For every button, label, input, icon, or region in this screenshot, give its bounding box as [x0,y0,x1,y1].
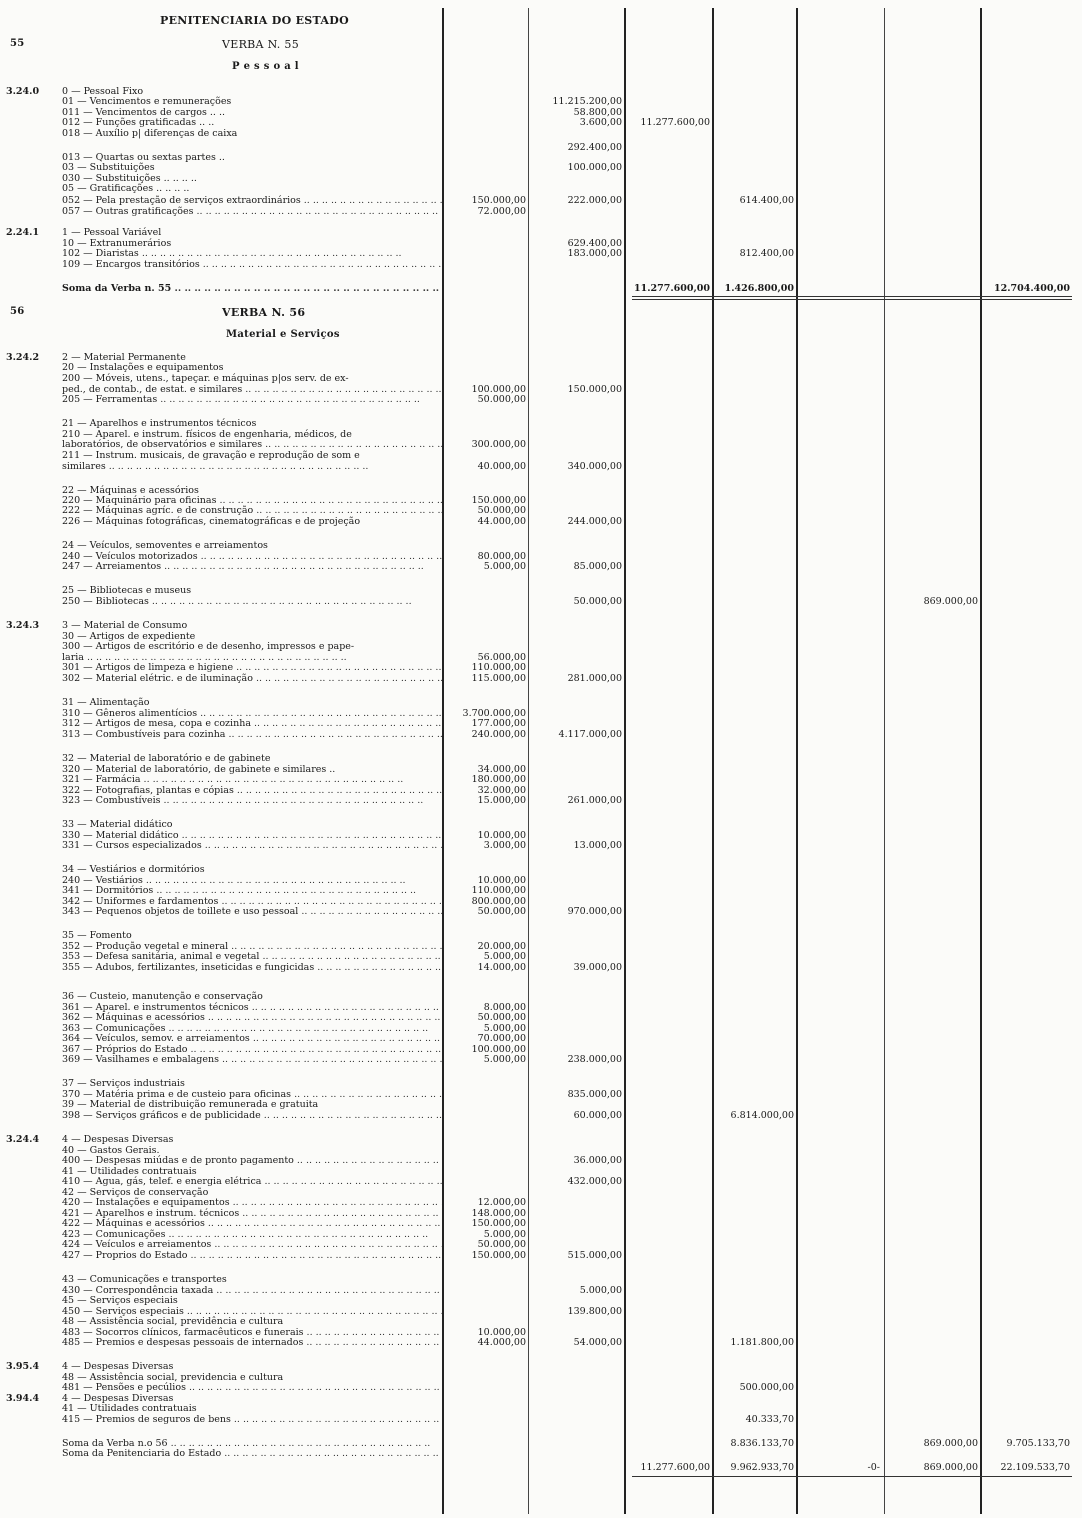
table-row [0,906,1082,917]
table-row [0,1382,1082,1393]
table-row [0,1462,1082,1473]
item-description: 240 — Veículos motorizados .. .. [62,551,442,562]
amount-cell: 40.333,70 [745,1414,794,1425]
amount-cell: 115.000,00 [471,673,526,684]
table-row [0,117,1082,128]
table-row [0,951,1082,962]
amount-cell: -0- [867,1462,880,1473]
table-row [0,596,1082,607]
item-description: 352 — Produção vegetal e mineral .. .. [62,941,442,952]
item-description: 37 — Serviços industriais [62,1078,185,1089]
table-row [0,1054,1082,1065]
amount-cell: 238.000,00 [567,1054,622,1065]
item-description: 331 — Cursos especializados .. .. [62,840,442,851]
amount-cell: 1.181.800,00 [730,1337,794,1348]
table-row [0,641,1082,652]
amount-cell: 6.814.000,00 [730,1110,794,1121]
item-description: 367 — Próprios do Estado .. .. [62,1044,442,1055]
item-description: 030 — Substituições .. .. .. .. [62,173,197,184]
item-description: 32 — Material de laboratório e de gabinete [62,753,271,764]
table-row [0,1078,1082,1089]
amount-cell: 44.000,00 [477,516,526,527]
item-description: 301 — Artigos de limpeza e higiene .. .. [62,662,442,673]
item-description: 3 — Material de Consumo [62,620,188,631]
table-row [0,774,1082,785]
amount-cell: 1.426.800,00 [724,283,794,294]
table-row [0,362,1082,373]
amount-cell: 222.000,00 [567,195,622,206]
table-row [0,1134,1082,1145]
table-row [0,505,1082,516]
verba-55-heading: VERBA N. 55 [222,38,299,51]
table-row [0,673,1082,684]
table-row [0,259,1082,270]
amount-cell: 244.000,00 [567,516,622,527]
item-description: 20 — Instalações e equipamentos [62,362,224,373]
amount-cell: 5.000,00 [483,1229,526,1240]
item-description: 4 — Despesas Diversas [62,1134,174,1145]
table-row [0,283,1082,294]
amount-cell: 812.400,00 [739,248,794,259]
amount-cell: 50.000,00 [477,1239,526,1250]
table-row [0,1033,1082,1044]
table-row [0,1099,1082,1110]
amount-cell: 11.215.200,00 [552,96,622,107]
table-row [0,516,1082,527]
item-description: 341 — Dormitórios .. .. [62,885,442,896]
table-row [0,540,1082,551]
table-row [0,718,1082,729]
amount-cell: 11.277.600,00 [640,1462,710,1473]
amount-cell: 800.000,00 [471,896,526,907]
item-description: 211 — Instrum. musicais, de gravação e reprodução de som e [62,450,360,461]
amount-cell: 240.000,00 [471,729,526,740]
item-description: 250 — Bibliotecas .. .. [62,596,442,607]
item-description: 420 — Instalações e equipamentos .. .. [62,1197,442,1208]
item-description: 21 — Aparelhos e instrumentos técnicos [62,418,257,429]
item-description: 1 — Pessoal Variável [62,227,162,238]
table-row [0,991,1082,1002]
amount-cell: 40.000,00 [477,461,526,472]
amount-cell: 22.109.533,70 [1000,1462,1070,1473]
item-description: 013 — Quartas ou sextas partes .. [62,152,225,163]
table-row [0,840,1082,851]
table-row [0,1403,1082,1414]
amount-cell: 9.705.133,70 [1006,1438,1070,1449]
table-row [0,697,1082,708]
amount-cell: 150.000,00 [567,384,622,395]
table-row [0,1012,1082,1023]
item-description: 052 — Pela prestação de serviços extraordinários .. .. [62,195,442,206]
item-description: 45 — Serviços especiais [62,1295,178,1306]
table-row [0,729,1082,740]
amount-cell: 32.000,00 [477,785,526,796]
amount-cell: 5.000,00 [483,1023,526,1034]
item-description: 321 — Farmácia .. .. [62,774,442,785]
amount-cell: 34.000,00 [477,764,526,775]
amount-cell: 8.836.133,70 [730,1438,794,1449]
amount-cell: 5.000,00 [483,951,526,962]
item-description: 312 — Artigos de mesa, copa e cozinha .. .. [62,718,442,729]
amount-cell: 148.000,00 [471,1208,526,1219]
item-description: 483 — Socorros clínicos, farmacêuticos e funerais .. .. [62,1327,442,1338]
amount-cell: 10.000,00 [477,830,526,841]
item-description: 40 — Gastos Gerais. [62,1145,160,1156]
table-row [0,662,1082,673]
item-description: 0 — Pessoal Fixo [62,86,144,97]
item-description: 427 — Proprios do Estado .. .. [62,1250,442,1261]
item-description: 343 — Pequenos objetos de toillete e uso pessoal .. .. [62,906,442,917]
item-description: 369 — Vasilhames e embalagens .. .. [62,1054,442,1065]
item-description: 222 — Máquinas agríc. e de construção .. .. [62,505,442,516]
amount-cell: 8.000,00 [483,1002,526,1013]
table-row [0,1239,1082,1250]
amount-cell: 5.000,00 [579,1285,622,1296]
item-description: 313 — Combustíveis para cozinha .. .. [62,729,442,740]
amount-cell: 515.000,00 [567,1250,622,1261]
verba-56-heading: VERBA N. 56 [222,306,306,319]
item-description: 34 — Vestiários e dormitórios [62,864,205,875]
table-row [0,450,1082,461]
item-description: 481 — Pensões e pecúlios .. .. [62,1382,442,1393]
item-description: 012 — Funções gratificadas .. .. [62,117,215,128]
item-description: 363 — Comunicações .. .. [62,1023,442,1034]
item-description: 43 — Comunicações e transportes [62,1274,227,1285]
amount-cell: 85.000,00 [573,561,622,572]
table-row [0,227,1082,238]
account-code: 2.24.1 [6,227,40,238]
page-title: PENITENCIARIA DO ESTADO [160,14,349,27]
account-code: 3.24.3 [6,620,40,631]
table-row [0,461,1082,472]
item-description: 322 — Fotografias, plantas e cópias .. .. [62,785,442,796]
amount-cell: 432.000,00 [567,1176,622,1187]
item-description: 10 — Extranumerários [62,238,172,249]
item-description: 310 — Gêneros alimentícios .. .. [62,708,442,719]
table-row [0,248,1082,259]
item-description: 35 — Fomento [62,930,132,941]
table-row [0,439,1082,450]
amount-cell: 3.600,00 [579,117,622,128]
table-row [0,1337,1082,1348]
table-row [0,620,1082,631]
amount-cell: 139.800,00 [567,1306,622,1317]
table-row [0,418,1082,429]
item-description: 03 — Substituições [62,162,155,173]
amount-cell: 80.000,00 [477,551,526,562]
item-description: 421 — Aparelhos e instrum. técnicos .. .. [62,1208,442,1219]
amount-cell: 970.000,00 [567,906,622,917]
item-description: 226 — Máquinas fotográficas, cinematográficas e de projeção [62,516,361,527]
table-row [0,795,1082,806]
item-description: 31 — Alimentação [62,697,150,708]
section-number-55: 55 [10,38,25,49]
table-row [0,195,1082,206]
amount-cell: 500.000,00 [739,1382,794,1393]
amount-cell: 50.000,00 [477,906,526,917]
amount-cell: 5.000,00 [483,561,526,572]
amount-cell: 56.000,00 [477,652,526,663]
account-code: 3.95.4 [6,1361,40,1372]
amount-cell: 20.000,00 [477,941,526,952]
item-description: 01 — Vencimentos e remunerações [62,96,232,107]
amount-cell: 150.000,00 [471,495,526,506]
amount-cell: 150.000,00 [471,195,526,206]
amount-cell: 50.000,00 [477,1012,526,1023]
table-row [0,1316,1082,1327]
section-number-56: 56 [10,306,25,317]
table-row [0,1155,1082,1166]
item-description: 330 — Material didático .. .. [62,830,442,841]
amount-cell: 12.000,00 [477,1197,526,1208]
amount-cell: 869.000,00 [923,1438,978,1449]
table-row [0,1448,1082,1459]
table-row [0,1176,1082,1187]
item-description: 485 — Premios e despesas pessoais de internados .. .. [62,1337,442,1348]
account-code: 3.24.4 [6,1134,40,1145]
item-description: 342 — Uniformes e fardamentos .. .. [62,896,442,907]
amount-cell: 4.117.000,00 [558,729,622,740]
item-description: 48 — Assistência social, previdencia e cultura [62,1372,284,1383]
item-description: 24 — Veículos, semoventes e arreiamentos [62,540,268,551]
item-description: laria .. .. [62,652,442,663]
account-code: 3.24.2 [6,352,40,363]
total-rule [632,296,1072,297]
table-row [0,864,1082,875]
item-description: Soma da Verba n.o 56 .. .. [62,1438,442,1449]
amount-cell: 629.400,00 [567,238,622,249]
table-row [0,96,1082,107]
table-row [0,128,1082,139]
amount-cell: 11.277.600,00 [633,283,710,294]
item-description: 4 — Despesas Diversas [62,1361,174,1372]
amount-cell: 177.000,00 [471,718,526,729]
amount-cell: 835.000,00 [567,1089,622,1100]
amount-cell: 10.000,00 [477,875,526,886]
item-description: 302 — Material elétric. e de iluminação .. .. [62,673,442,684]
item-description: 323 — Combustíveis .. .. [62,795,442,806]
item-description: 41 — Utilidades contratuais [62,1166,197,1177]
item-description: 247 — Arreiamentos .. .. [62,561,442,572]
item-description: 41 — Utilidades contratuais [62,1403,197,1414]
table-row [0,394,1082,405]
table-row [0,1218,1082,1229]
table-row [0,1197,1082,1208]
item-description: 4 — Despesas Diversas [62,1393,174,1404]
item-description: 200 — Móveis, utens., tapeçar. e máquinas p|os serv. de ex- [62,373,349,384]
table-row [0,206,1082,217]
item-description: 22 — Máquinas e acessórios [62,485,199,496]
amount-cell: 11.277.600,00 [640,117,710,128]
amount-cell: 869.000,00 [923,596,978,607]
item-description: 36 — Custeio, manutenção e conservação [62,991,263,1002]
amount-cell: 13.000,00 [573,840,622,851]
amount-cell: 14.000,00 [477,962,526,973]
amount-cell: 180.000,00 [471,774,526,785]
table-row [0,183,1082,194]
item-description: 057 — Outras gratificações .. .. [62,206,442,217]
item-description: 42 — Serviços de conservação [62,1187,209,1198]
amount-cell: 150.000,00 [471,1250,526,1261]
amount-cell: 292.400,00 [567,142,622,153]
item-description: 430 — Correspondência taxada .. .. [62,1285,442,1296]
item-description: 05 — Gratificações .. .. .. .. [62,183,190,194]
amount-cell: 150.000,00 [471,1218,526,1229]
amount-cell: 9.962.933,70 [730,1462,794,1473]
table-row [0,1295,1082,1306]
material-servicos-heading: Material e Serviços [226,329,340,340]
table-row [0,561,1082,572]
amount-cell: 5.000,00 [483,1054,526,1065]
amount-cell: 58.800,00 [573,107,622,118]
total-rule [632,1476,1072,1477]
item-description: 353 — Defesa sanitária, animal e vegetal .. .. [62,951,442,962]
item-description: 018 — Auxílio p| diferenças de caixa [62,128,238,139]
amount-cell: 10.000,00 [477,1327,526,1338]
amount-cell: 15.000,00 [477,795,526,806]
amount-cell: 72.000,00 [477,206,526,217]
item-description: 415 — Premios de seguros de bens .. .. [62,1414,442,1425]
item-description: 2 — Material Permanente [62,352,186,363]
item-description: 48 — Assistência social, previdência e cultura [62,1316,284,1327]
item-description: 102 — Diaristas .. .. [62,248,442,259]
amount-cell: 36.000,00 [573,1155,622,1166]
account-code: 3.24.0 [6,86,40,97]
amount-cell: 54.000,00 [573,1337,622,1348]
amount-cell: 100.000,00 [471,384,526,395]
item-description: 320 — Material de laboratório, de gabinete e similares .. [62,764,336,775]
amount-cell: 50.000,00 [573,596,622,607]
item-description: 370 — Matéria prima e de custeio para oficinas .. .. [62,1089,442,1100]
item-description: 30 — Artigos de expediente [62,631,196,642]
item-description: laboratórios, de observatórios e similares .. .. [62,439,442,450]
table-row [0,1274,1082,1285]
table-row [0,962,1082,973]
amount-cell: 261.000,00 [567,795,622,806]
amount-cell: 300.000,00 [471,439,526,450]
table-row [0,819,1082,830]
item-description: 25 — Bibliotecas e museus [62,585,192,596]
item-description: 011 — Vencimentos de cargos .. .. [62,107,225,118]
item-description: 450 — Serviços especiais .. .. [62,1306,442,1317]
item-description: 355 — Adubos, fertilizantes, inseticidas e fungicidas .. .. [62,962,442,973]
table-row [0,1250,1082,1261]
item-description: Soma da Penitenciaria do Estado .. .. [62,1448,442,1459]
item-description: 240 — Vestiários .. .. [62,875,442,886]
account-code: 3.94.4 [6,1393,40,1404]
amount-cell: 100.000,00 [567,162,622,173]
table-row [0,373,1082,384]
item-description: 220 — Maquinário para oficinas .. .. [62,495,442,506]
amount-cell: 50.000,00 [477,394,526,405]
amount-cell: 3.000,00 [483,840,526,851]
item-description: 205 — Ferramentas .. .. [62,394,442,405]
amount-cell: 340.000,00 [567,461,622,472]
item-description: 109 — Encargos transitórios .. .. [62,259,442,270]
table-row [0,930,1082,941]
table-row [0,585,1082,596]
table-row [0,1361,1082,1372]
amount-cell: 281.000,00 [567,673,622,684]
item-description: 364 — Veículos, semov. e arreiamentos .. .. [62,1033,442,1044]
amount-cell: 70.000,00 [477,1033,526,1044]
amount-cell: 3.700.000,00 [462,708,526,719]
amount-cell: 50.000,00 [477,505,526,516]
amount-cell: 60.000,00 [573,1110,622,1121]
item-description: 400 — Despesas miúdas e de pronto pagamento .. .. [62,1155,442,1166]
amount-cell: 39.000,00 [573,962,622,973]
item-description: 424 — Veículos e arreiamentos .. .. [62,1239,442,1250]
table-row [0,753,1082,764]
item-description: 410 — Agua, gás, telef. e energia elétrica .. .. [62,1176,442,1187]
item-description: 210 — Aparel. e instrum. físicos de engenharia, médicos, de [62,429,352,440]
item-description: 362 — Máquinas e acessórios .. .. [62,1012,442,1023]
table-row [0,1110,1082,1121]
item-description: 422 — Máquinas e acessórios .. .. [62,1218,442,1229]
item-description: 423 — Comunicações .. .. [62,1229,442,1240]
amount-cell: 110.000,00 [471,885,526,896]
amount-cell: 614.400,00 [739,195,794,206]
item-description: 300 — Artigos de escritório e de desenho, impressos e pape- [62,641,355,652]
item-description: 33 — Material didático [62,819,173,830]
table-row [0,162,1082,173]
pessoal-heading: P e s s o a l [232,61,299,72]
table-row [0,1414,1082,1425]
amount-cell: 12.704.400,00 [993,283,1070,294]
table-row [0,885,1082,896]
item-description: Soma da Verba n. 55 .. .. [62,283,442,294]
amount-cell: 183.000,00 [567,248,622,259]
item-description: ped., de contab., de estat. e similares .. .. [62,384,442,395]
amount-cell: 100.000,00 [471,1044,526,1055]
item-description: 398 — Serviços gráficos e de publicidade .. .. [62,1110,442,1121]
item-description: 39 — Material de distribuição remunerada e gratuita [62,1099,319,1110]
amount-cell: 110.000,00 [471,662,526,673]
amount-cell: 44.000,00 [477,1337,526,1348]
item-description: 361 — Aparel. e instrumentos técnicos .. .. [62,1002,442,1013]
amount-cell: 869.000,00 [923,1462,978,1473]
item-description: similares .. .. [62,461,442,472]
total-rule [632,299,1072,300]
